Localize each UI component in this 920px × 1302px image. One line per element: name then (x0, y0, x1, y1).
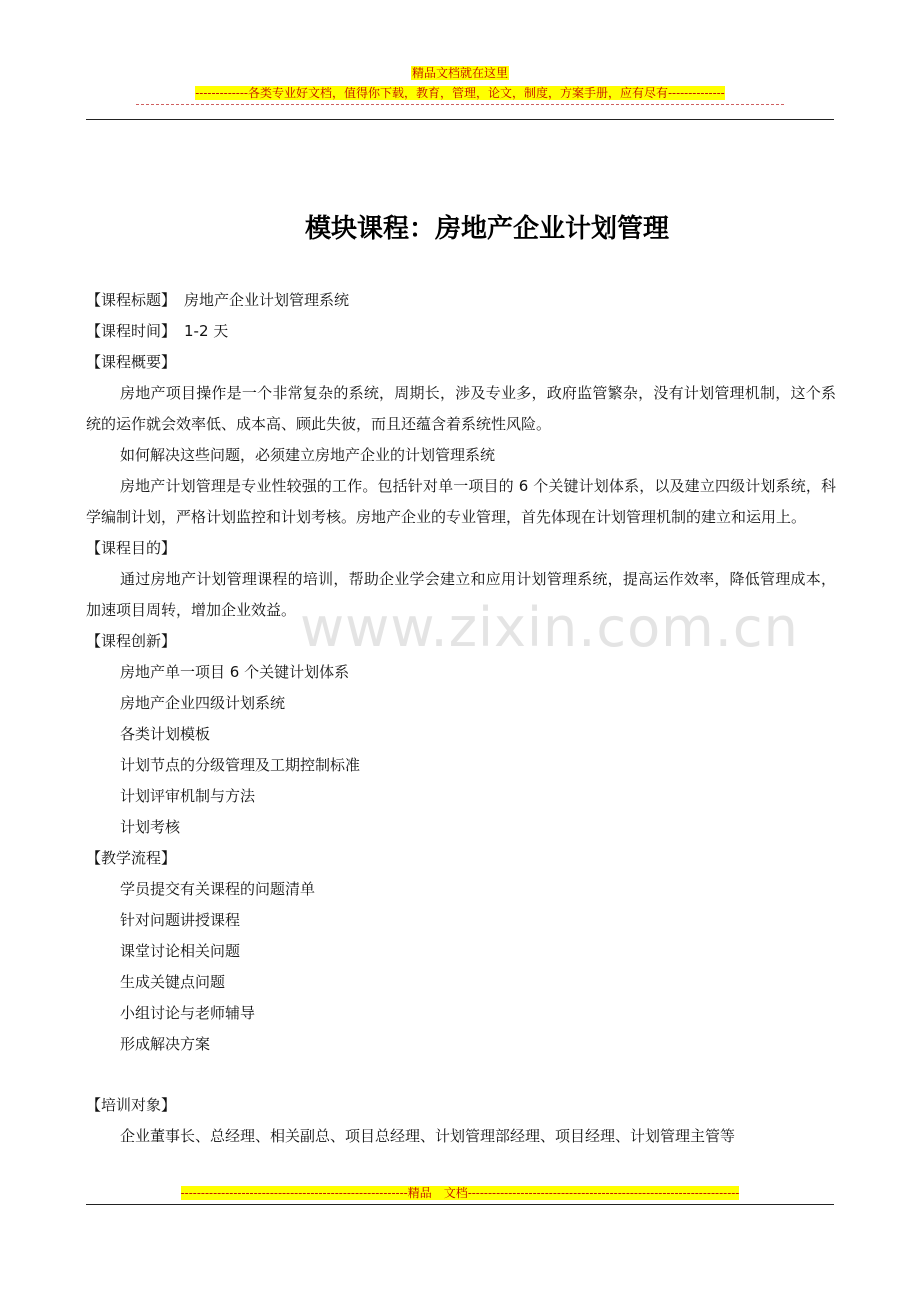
header-top-label: 精品文档就在这里 (411, 66, 508, 80)
course-time-row (86, 316, 836, 347)
course-title-row (86, 285, 836, 316)
list-item: 计划考核 (120, 818, 181, 836)
list-item: 各类计划模板 (120, 725, 211, 743)
list-item: 房地产单一项目 6 个关键计划体系 (120, 663, 350, 681)
innovation-heading: 【课程创新】 (86, 632, 177, 650)
document-title: 模块课程：房地产企业计划管理 (304, 214, 669, 244)
audience-heading: 【培训对象】 (86, 1096, 177, 1114)
course-time-value: 1-2 天 (184, 322, 229, 340)
audience-value: 企业董事长、总经理、相关副总、项目总经理、计划管理部经理、项目经理、计划管理主管等 (120, 1127, 736, 1145)
footer-banner: --------------------------------------------------------精品 文档------------------------------------------------------------------- (180, 1186, 740, 1200)
header-dashed-divider (136, 104, 784, 105)
list-item: 房地产企业四级计划系统 (120, 694, 286, 712)
overview-heading: 【课程概要】 (86, 353, 177, 371)
purpose-heading: 【课程目的】 (86, 539, 177, 557)
list-item: 生成关键点问题 (120, 973, 226, 991)
course-title-value: 房地产企业计划管理系统 (184, 291, 350, 309)
overview-paragraph: 如何解决这些问题，必须建立房地产企业的计划管理系统 (120, 446, 496, 464)
list-item: 计划评审机制与方法 (120, 787, 256, 805)
course-time-label: 【课程时间】 (86, 322, 177, 340)
process-heading: 【教学流程】 (86, 849, 177, 867)
list-item: 小组讨论与老师辅导 (120, 1004, 256, 1022)
list-item: 针对问题讲授课程 (120, 911, 241, 929)
document-body (86, 285, 836, 1152)
footer-rule (86, 1204, 834, 1205)
spacer (86, 1060, 836, 1090)
course-title-label: 【课程标题】 (86, 291, 177, 309)
watermark: www.zixin.com.cn (300, 596, 799, 659)
purpose-paragraph: 通过房地产计划管理课程的培训，帮助企业学会建立和应用计划管理系统，提高运作效率，降低管理成本，加速项目周转，增加企业效益。 (86, 570, 836, 619)
list-item: 形成解决方案 (120, 1035, 211, 1053)
header-banner: -------------各类专业好文档，值得你下载，教育，管理，论文，制度，方案手册，应有尽有-------------- (195, 86, 725, 100)
list-item: 课堂讨论相关问题 (120, 942, 241, 960)
overview-paragraph: 房地产项目操作是一个非常复杂的系统，周期长，涉及专业多，政府监管繁杂，没有计划管理机制，这个系统的运作就会效率低、成本高、顾此失彼，而且还蕴含着系统性风险。 (86, 384, 836, 433)
list-item: 计划节点的分级管理及工期控制标准 (120, 756, 361, 774)
overview-paragraph: 房地产计划管理是专业性较强的工作。包括针对单一项目的 6 个关键计划体系，以及建立四级计划系统，科学编制计划，严格计划监控和计划考核。房地产企业的专业管理，首先体现在计划管理机制的建立和运用上。 (86, 477, 836, 526)
list-item: 学员提交有关课程的问题清单 (120, 880, 316, 898)
header-rule (86, 119, 834, 120)
